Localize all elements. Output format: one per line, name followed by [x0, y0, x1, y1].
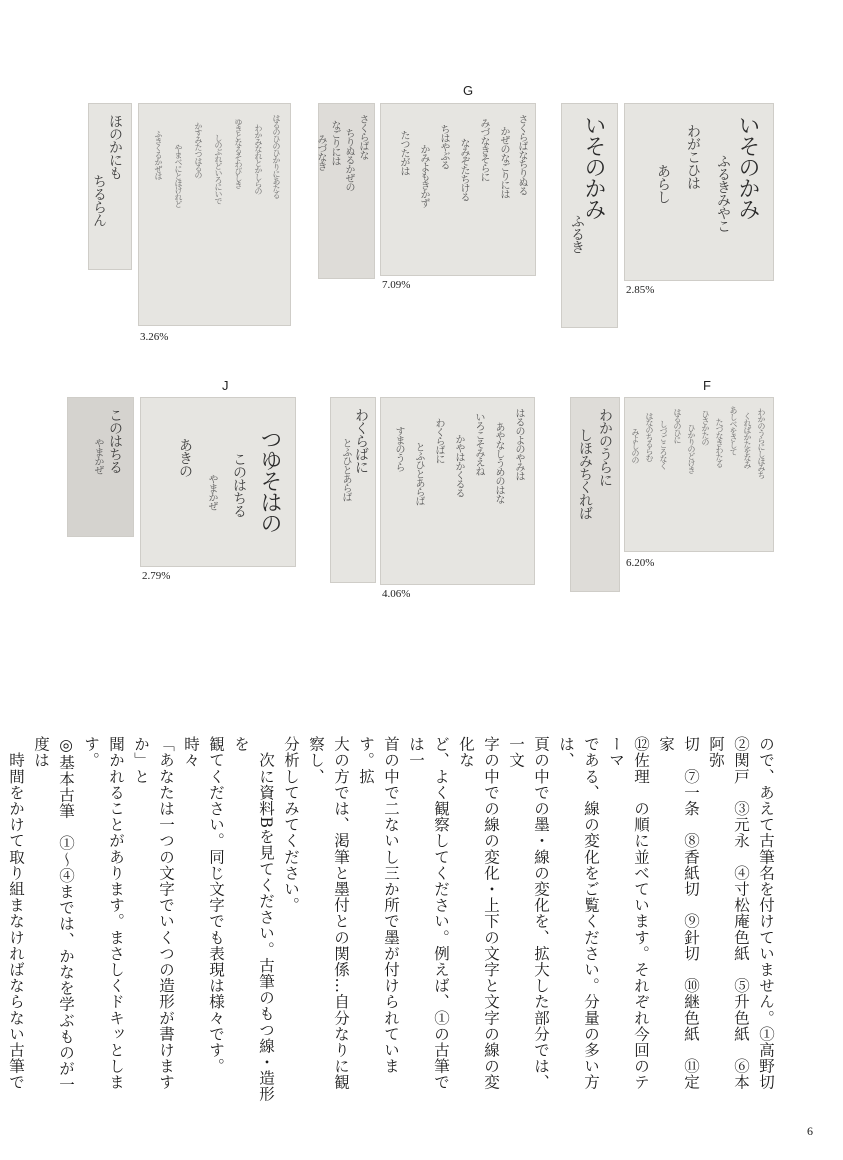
calligraphy-page-image: さくらばなちりぬる かぜのなごりには みづなきそらに なみぞたちける ちはやぶる かみよもきかず たつたがは — [380, 103, 536, 276]
text-line: 頁の中での墨・線の変化を、拡大した部分では、一文 — [507, 736, 550, 1091]
percentage-label: 2.79% — [142, 570, 171, 582]
percentage-label: 4.06% — [382, 588, 411, 600]
percentage-label: 2.85% — [626, 284, 655, 296]
text-line: 大の方では、渇筆と墨付との関係…自分なりに観察し、 — [307, 736, 350, 1091]
text-line: ②関戸 ③元永 ④寸松庵色紙 ⑤升色紙 ⑥本阿弥 — [707, 736, 750, 1091]
percentage-label: 6.20% — [626, 557, 655, 569]
percentage-label: 3.26% — [140, 331, 169, 343]
percentage-label: 7.09% — [382, 279, 411, 291]
text-line: ◎基本古筆 ①〜④までは、かなを学ぶものが一度は — [32, 736, 75, 1093]
calligraphy-page-image: つゆそはの このはちる やまかぜ あきの — [140, 397, 296, 567]
group-letter-g: G — [463, 83, 474, 98]
text-line: 「あなたは一つの文字でいくつの造形が書けますか」と — [132, 736, 175, 1091]
calligraphy-page-image: はるのひのひかりにあたる わかみなれとかしらの ゆきとなるそわびしき しのぶれどいろにいで かすみたつはるの やまべにとほけれど ふきくるかぜは — [138, 103, 291, 326]
group-letter-j: J — [222, 378, 229, 393]
text-line: 首の中で二ないし三か所で墨が付けられています。拡 — [357, 736, 400, 1075]
body-text — [7, 736, 778, 1106]
text-line: 観てください。同じ文字でも表現は様々です。時々 — [182, 736, 225, 1075]
calligraphy-page-image: はるのよのやみは あやなしうめのはな いろこそみえね かやはかくるる わくらばに とふひとあらば すまのうら — [380, 397, 535, 585]
calligraphy-detail-image: わくらばに とふひとあらば — [330, 397, 376, 583]
calligraphy-detail-image: さくらばな ちりぬるかぜの なごりには みづなき — [318, 103, 375, 279]
text-line: 切 ⑦一条 ⑧香紙切 ⑨針切 ⑩継色紙 ⑪定家 — [657, 736, 700, 1091]
text-line: ⑫佐理 の順に並べています。それぞれ今回のテーマ — [607, 736, 650, 1091]
group-letter-f: F — [703, 378, 711, 393]
text-line: 聞かれることがあります。まさしくドキッとします。 — [82, 736, 125, 1091]
text-line: 字の中での線の変化・上下の文字と文字の線の変化な — [457, 736, 500, 1091]
text-line: ど、よく観察してください。例えば、①の古筆では一 — [407, 736, 450, 1091]
text-line: 次に資料Bを見てください。古筆のもつ線・造形を — [232, 736, 275, 1103]
calligraphy-detail-image: このはちる やまかぜ — [67, 397, 134, 537]
text-line: 時間をかけて取り組まなければならない古筆で — [7, 752, 25, 1091]
calligraphy-detail-image: わかのうらに しほみちくれば — [570, 397, 620, 592]
calligraphy-page-image: いそのかみ ふるきみやこ わがこひは あらし — [624, 103, 774, 281]
page-number: 6 — [807, 1124, 813, 1138]
text-line: ので、あえて古筆名を付けていません。①高野切 — [757, 736, 775, 1091]
calligraphy-detail-image: ほのかにも ちるらん — [88, 103, 132, 270]
text-line: 分析してみてください。 — [282, 736, 300, 914]
calligraphy-page-image: わかのうらにしほみち くればかたをなみ あしべをさして たづなきわたる ひさかたの ひかりのどけき はるのひに しづごころなく はなのちるらむ みよしのの — [624, 397, 774, 552]
text-line: である、線の変化をご覧ください。分量の多い方は、 — [557, 736, 600, 1091]
calligraphy-detail-image: いそのかみ ふるき — [561, 103, 618, 328]
